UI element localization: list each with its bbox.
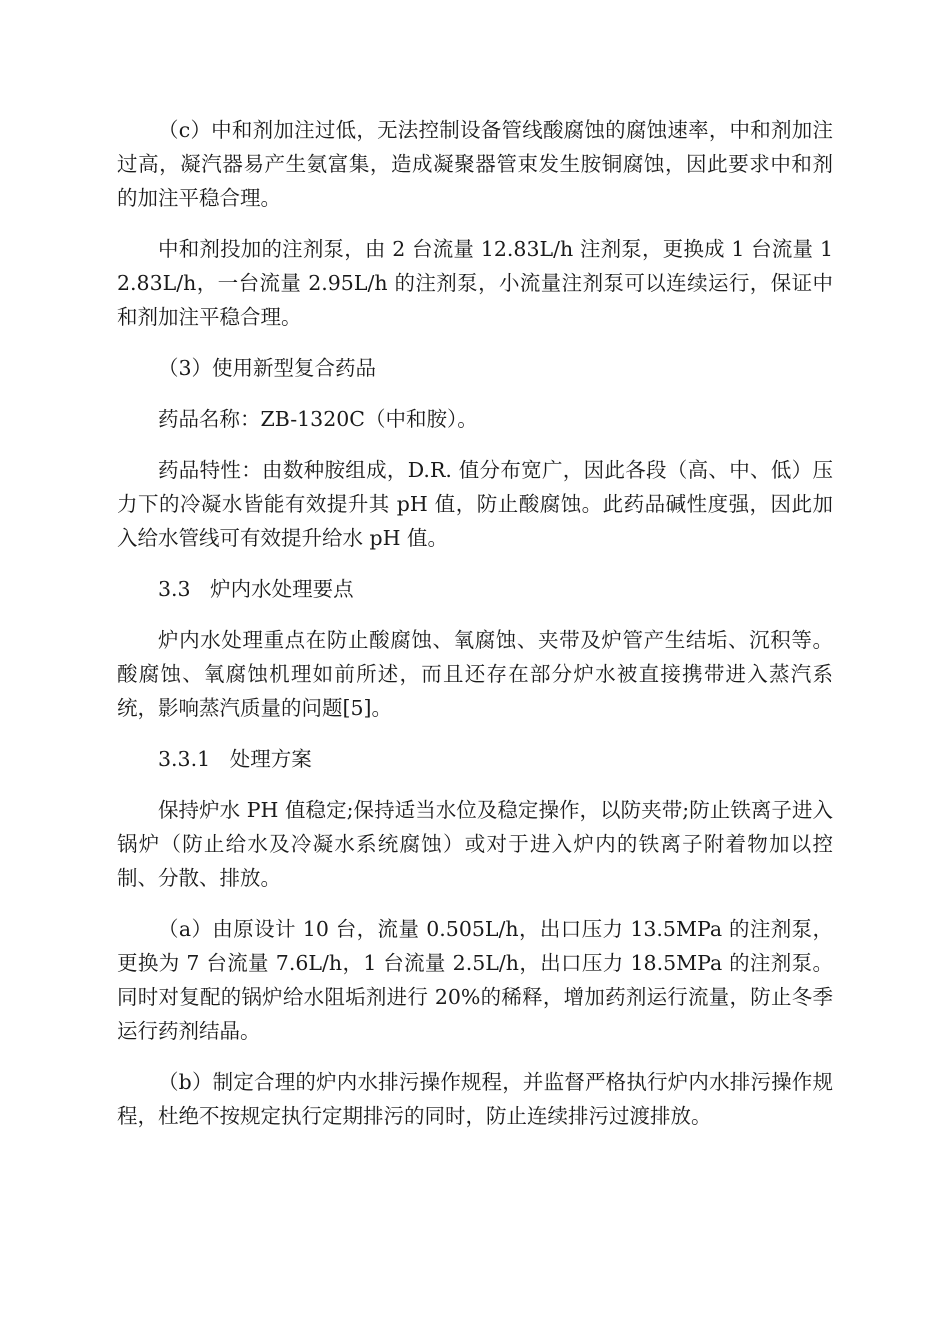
paragraph-injection-pump: 中和剂投加的注剂泵，由 2 台流量 12.83L/h 注剂泵，更换成 1 台流量 12.83L/h，一台流量 2.95L/h 的注剂泵，小流量注剂泵可以连续运行，保证中和剂加注平稳合理。 [117, 237, 833, 329]
paragraph-c-neutralizer: （c）中和剂加注过低，无法控制设备管线酸腐蚀的腐蚀速率，中和剂加注过高，凝汽器易产生氨富集，造成凝聚器管束发生胺铜腐蚀，因此要求中和剂的加注平稳合理。 [117, 118, 833, 210]
paragraph-chemical-properties: 药品特性：由数种胺组成，D.R. 值分布宽广，因此各段（高、中、低）压力下的冷凝水皆能有效提升其 pH 值，防止酸腐蚀。此药品碱性度强，因此加入给水管线可有效提升给水 pH 值。 [117, 458, 833, 550]
heading-new-compound-chemical: （3）使用新型复合药品 [158, 356, 377, 380]
paragraph-chemical-name: 药品名称：ZB-1320C（中和胺）。 [158, 407, 478, 431]
paragraph-furnace-water-focus: 炉内水处理重点在防止酸腐蚀、氧腐蚀、夹带及炉管产生结垢、沉积等。酸腐蚀、氧腐蚀机理如前所述，而且还存在部分炉水被直接携带进入蒸汽系统，影响蒸汽质量的问题[5]。 [117, 628, 833, 720]
heading-3-3-1: 3.3.1 处理方案 [158, 747, 312, 771]
paragraph-b-blowdown-rules: （b）制定合理的炉内水排污操作规程，并监督严格执行炉内水排污操作规程，杜绝不按规定执行定期排污的同时，防止连续排污过渡排放。 [117, 1070, 833, 1128]
heading-3-3: 3.3 炉内水处理要点 [158, 577, 354, 601]
document-body [117, 113, 833, 1150]
paragraph-treatment-plan: 保持炉水 PH 值稳定;保持适当水位及稳定操作，以防夹带;防止铁离子进入锅炉（防止给水及冷凝水系统腐蚀）或对于进入炉内的铁离子附着物加以控制、分散、排放。 [117, 798, 833, 890]
paragraph-a-pump-replacement: （a）由原设计 10 台，流量 0.505L/h，出口压力 13.5MPa 的注剂泵，更换为 7 台流量 7.6L/h，1 台流量 2.5L/h，出口压力 18.5MPa 的注剂泵。同时对复配的锅炉给水阻垢剂进行 20%的稀释，增加药剂运行流量，防止冬季运行药剂结晶。 [117, 917, 833, 1043]
